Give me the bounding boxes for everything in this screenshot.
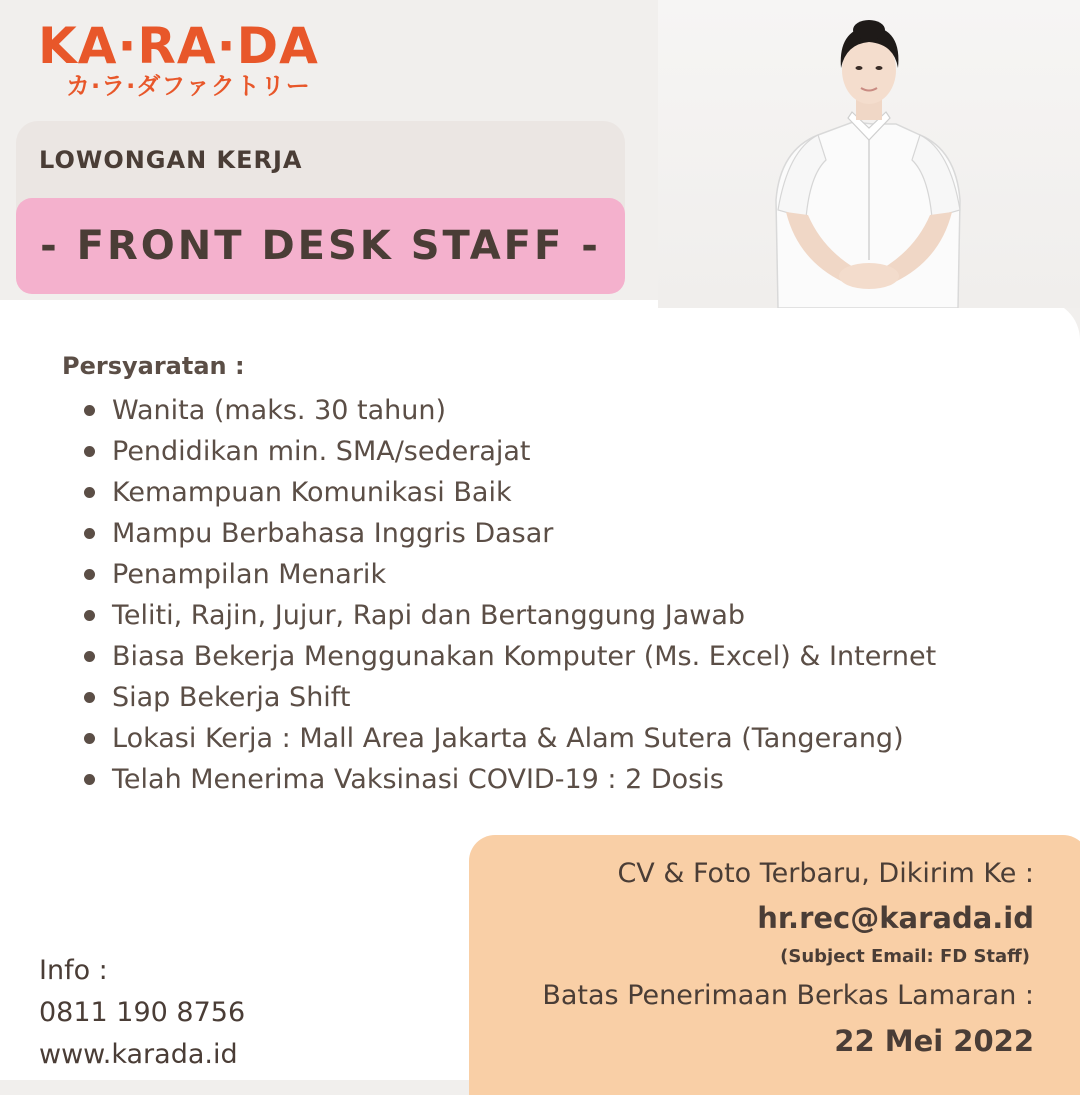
- bullet-icon: [84, 610, 95, 621]
- bullet-icon: [84, 405, 95, 416]
- list-item: Biasa Bekerja Menggunakan Komputer (Ms. Excel) & Internet: [80, 636, 936, 677]
- deadline-label: Batas Penerimaan Berkas Lamaran :: [542, 980, 1034, 1011]
- bullet-icon: [84, 774, 95, 785]
- bullet-icon: [84, 569, 95, 580]
- info-label: Info :: [39, 955, 108, 986]
- website-link[interactable]: www.karada.id: [39, 1039, 238, 1070]
- list-item: Mampu Berbahasa Inggris Dasar: [80, 513, 936, 554]
- list-item: Penampilan Menarik: [80, 554, 936, 595]
- email-link[interactable]: hr.rec@karada.id: [757, 901, 1034, 935]
- list-item: Kemampuan Komunikasi Baik: [80, 472, 936, 513]
- job-vacancy-label: LOWONGAN KERJA: [39, 146, 303, 174]
- list-item: Siap Bekerja Shift: [80, 677, 936, 718]
- subject-note: (Subject Email: FD Staff): [780, 946, 1030, 967]
- requirements-list: [80, 390, 936, 800]
- karada-logo: [38, 17, 319, 100]
- list-item: Wanita (maks. 30 tahun): [80, 390, 936, 431]
- staff-photo: [658, 0, 1080, 308]
- list-item: Teliti, Rajin, Jujur, Rapi dan Bertanggung Jawab: [80, 595, 936, 636]
- send-label: CV & Foto Terbaru, Dikirim Ke :: [617, 858, 1034, 889]
- bullet-icon: [84, 692, 95, 703]
- requirements-heading: Persyaratan :: [62, 352, 245, 380]
- contact-info: [39, 950, 245, 1076]
- bullet-icon: [84, 487, 95, 498]
- bullet-icon: [84, 733, 95, 744]
- bullet-icon: [84, 446, 95, 457]
- list-item: Lokasi Kerja : Mall Area Jakarta & Alam Sutera (Tangerang): [80, 718, 936, 759]
- list-item: Pendidikan min. SMA/sederajat: [80, 431, 936, 472]
- position-title: - FRONT DESK STAFF -: [40, 223, 601, 269]
- woman-in-white-uniform-image: [658, 0, 1080, 308]
- logo-katakana: カ·ラ·ダファクトリー: [66, 72, 311, 100]
- bullet-icon: [84, 651, 95, 662]
- list-item: Telah Menerima Vaksinasi COVID-19 : 2 Dosis: [80, 759, 936, 800]
- logo-wordmark: KA·RA·DA: [38, 17, 319, 75]
- bullet-icon: [84, 528, 95, 539]
- deadline-date: 22 Mei 2022: [834, 1024, 1034, 1058]
- phone-number[interactable]: 0811 190 8756: [39, 997, 246, 1028]
